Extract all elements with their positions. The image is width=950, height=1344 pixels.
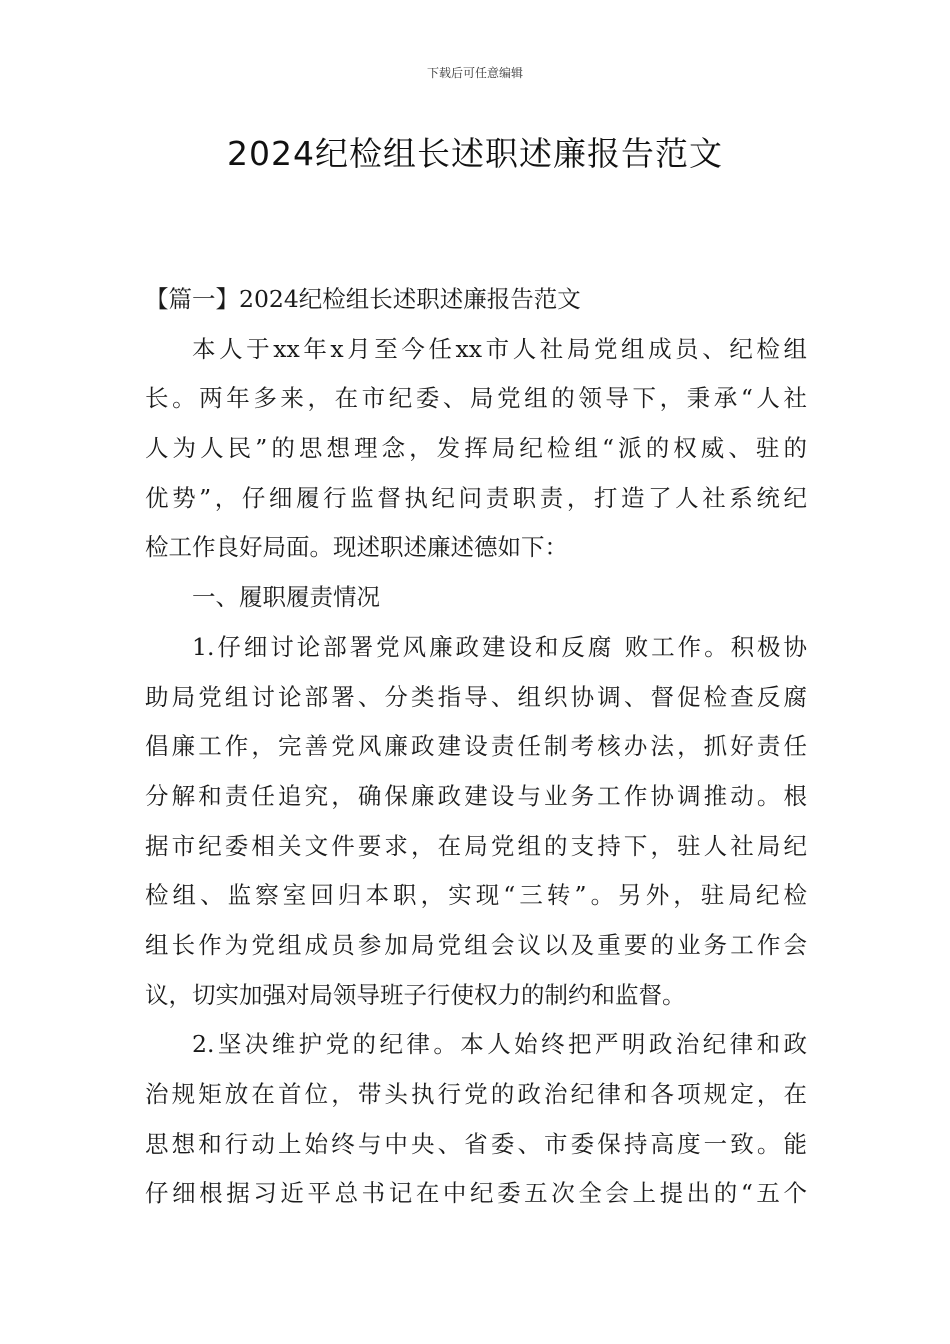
paragraph-line: 检组、监察室回归本职，实现“三转”。另外，驻局纪检 — [145, 881, 807, 910]
paragraph-line: 思想和行动上始终与中央、省委、市委保持高度一致。能 — [145, 1129, 807, 1158]
paragraph-line: 1.仔细讨论部署党风廉政建设和反腐 败工作。积极协 — [192, 632, 807, 661]
paragraph-line: 据市纪委相关文件要求，在局党组的支持下，驻人社局纪 — [145, 831, 807, 860]
section-heading: 【篇一】2024纪检组长述职述廉报告范文 — [145, 285, 581, 313]
document-body — [145, 275, 807, 1219]
document-title: 2024纪检组长述职述廉报告范文 — [227, 134, 723, 173]
paragraph-line: 长。两年多来，在市纪委、局党组的领导下，秉承“人社 — [145, 384, 807, 413]
paragraph-line: 仔细根据习近平总书记在中纪委五次全会上提出的“五个 — [145, 1179, 807, 1208]
paragraph-line: 检工作良好局面。现述职述廉述德如下： — [145, 533, 568, 562]
paragraph-line: 本人于xx年x月至今任xx市人社局党组成员、纪检组 — [192, 334, 807, 363]
paragraph-line: 人为人民”的思想理念，发挥局纪检组“派的权威、驻的 — [145, 434, 807, 463]
paragraph-line: 分解和责任追究，确保廉政建设与业务工作协调推动。根 — [145, 781, 807, 810]
header-note: 下载后可任意编辑 — [426, 66, 523, 80]
paragraph-line: 倡廉工作，完善党风廉政建设责任制考核办法，抓好责任 — [145, 732, 807, 761]
paragraph-line: 2.坚决维护党的纪律。本人始终把严明政治纪律和政 — [192, 1030, 807, 1059]
subsection-heading: 一、履职履责情况 — [192, 583, 380, 612]
paragraph-line: 组长作为党组成员参加局党组会议以及重要的业务工作会 — [145, 930, 807, 959]
paragraph-line: 助局党组讨论部署、分类指导、组织协调、督促检查反腐 — [145, 682, 807, 711]
paragraph-line: 治规矩放在首位，带头执行党的政治纪律和各项规定，在 — [145, 1080, 807, 1108]
paragraph-line: 议，切实加强对局领导班子行使权力的制约和监督。 — [145, 980, 686, 1009]
paragraph-line: 优势”，仔细履行监督执纪问责职责，打造了人社系统纪 — [145, 483, 807, 512]
